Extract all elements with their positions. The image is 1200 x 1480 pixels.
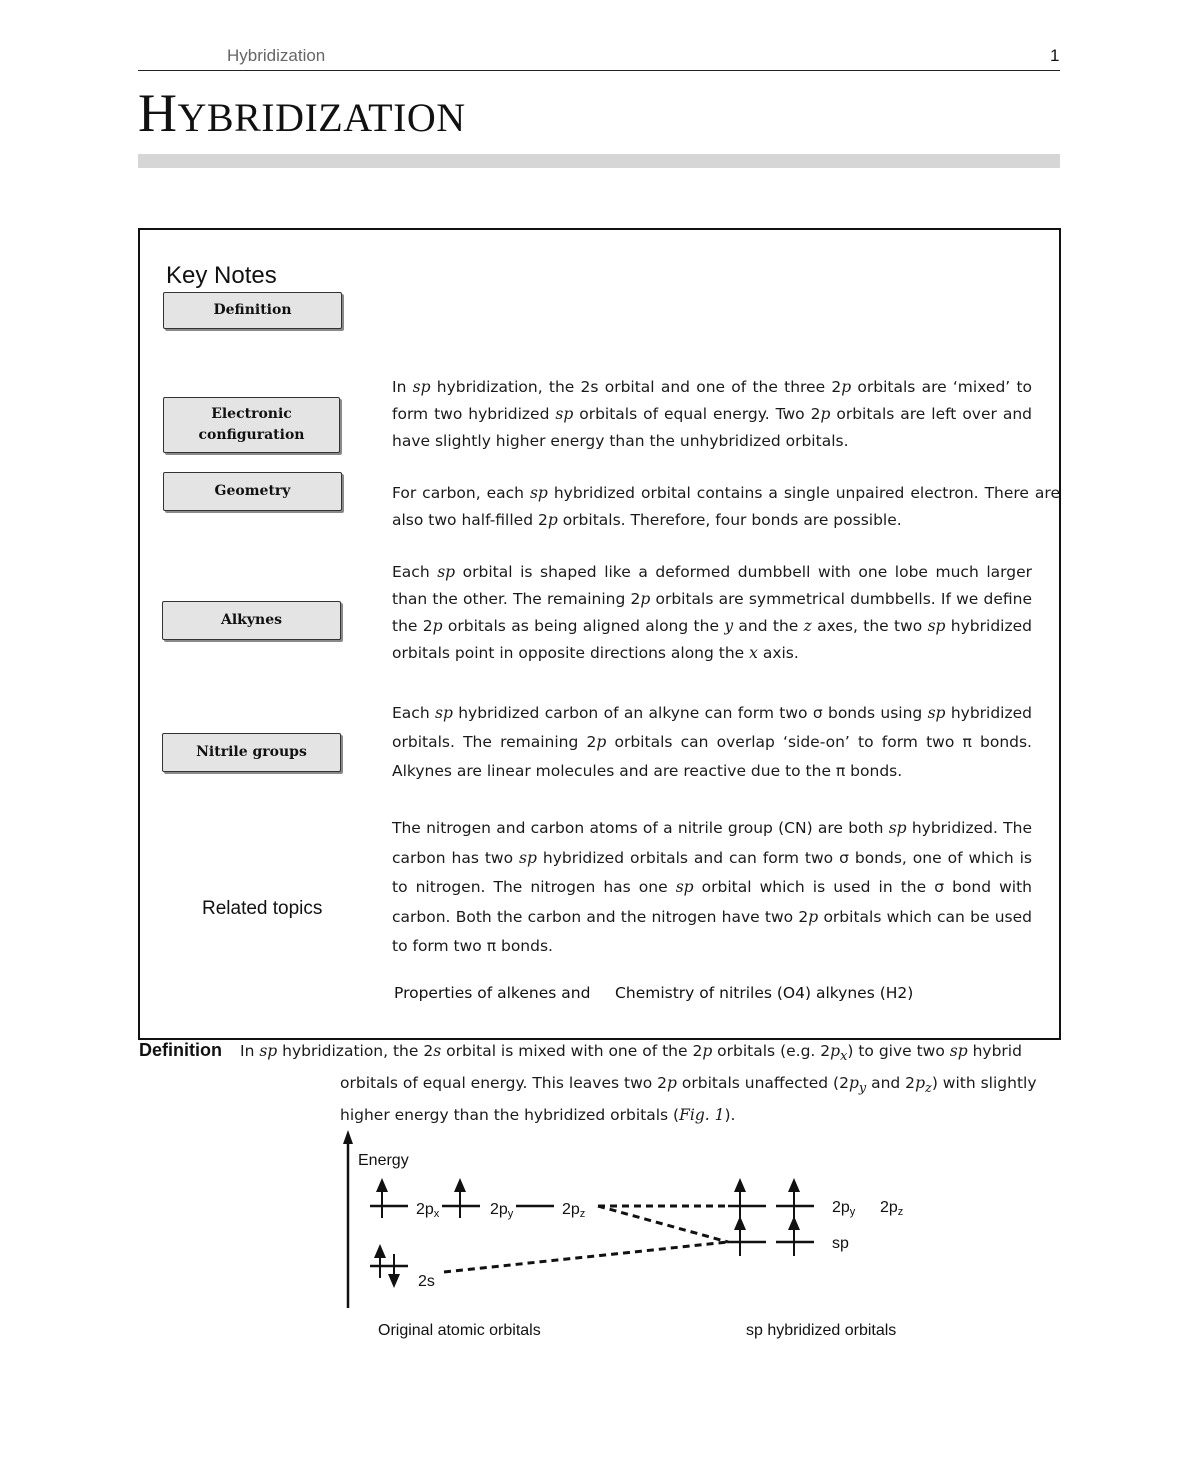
note-alkynes-text: Each sp hybridized carbon of an alkyne can form two σ bonds using sp hybridized orbitals. The remaining 2p orbitals can overlap ‘side-on’ to form two π bonds. Alkynes are linear molecules and are reactive due to the π bonds. (392, 704, 1032, 780)
definition-body (240, 1038, 1060, 1128)
right-caption: sp hybridized orbitals (746, 1322, 897, 1339)
orbital-2pz (516, 1201, 585, 1220)
hybrid-2p-orbitals (728, 1178, 903, 1218)
svg-text:2py: 2py (490, 1201, 514, 1220)
running-head: Hybridization (227, 46, 326, 65)
orbital-energy-diagram (330, 1120, 950, 1350)
title-bar (138, 154, 1060, 168)
orbital-2px (370, 1178, 440, 1220)
svg-text:2px: 2px (416, 1201, 440, 1220)
note-geometry-text: Each sp orbital is shaped like a deformed dumbbell with one lobe much larger than the other. The remaining 2p orbitals are symmetrical dumbbells. If we define the 2p orbitals as being aligned along the y and the z axes, the two sp hybridized orbitals point in opposite directions along the x axis. (392, 563, 1032, 662)
orbital-2py (442, 1178, 514, 1220)
chapter-title-rest: YBRIDIZATION (177, 95, 466, 140)
energy-axis-arrowhead (343, 1130, 353, 1144)
definition-heading: Definition (139, 1040, 222, 1060)
svg-text:sp: sp (832, 1235, 849, 1252)
related-topics-links[interactable]: Properties of alkenes and Chemistry of nitriles (O4) alkynes (H2) (394, 984, 914, 1002)
definition-line: higher energy than the hybridized orbitals (Fig. 1). (340, 1106, 736, 1125)
key-notes-heading: Key Notes (166, 262, 277, 289)
hybrid-sp-orbitals (728, 1216, 849, 1256)
energy-axis-label: Energy (358, 1152, 409, 1169)
orbital-2s (370, 1244, 435, 1290)
svg-text:2pz: 2pz (562, 1201, 586, 1220)
correlation-lines (444, 1206, 728, 1272)
svg-text:2py: 2py (832, 1199, 856, 1218)
svg-text:2s: 2s (418, 1273, 435, 1290)
chapter-title (138, 82, 466, 144)
note-nitrile-groups-text: The nitrogen and carbon atoms of a nitrile group (CN) are both sp hybridized. The carbon has two sp hybridized orbitals and can form two σ bonds, one of which is to nitrogen. The nitrogen has one sp orbital which is used in the σ bond with carbon. Both the carbon and the nitrogen have two 2p orbitals which can be used to form two π bonds. (392, 819, 1033, 955)
definition-line: orbitals of equal energy. This leaves two 2p orbitals unaffected ($2p_y$ and $2p_z$) with slightly (340, 1074, 1037, 1097)
note-electronic-configuration-text: For carbon, each sp hybridized orbital contains a single unpaired electron. There are also two half-filled 2p orbitals. Therefore, four bonds are possible. (392, 484, 1060, 529)
topic-button-alkynes[interactable]: Alkynes (162, 601, 341, 640)
topic-button-electronic-configuration[interactable]: Electronic configuration (163, 397, 340, 453)
header-rule (138, 70, 1060, 71)
topic-button-geometry[interactable]: Geometry (163, 472, 342, 511)
chapter-title-initial: H (138, 83, 178, 143)
note-definition-text: In sp hybridization, the 2s orbital and one of the three 2p orbitals are ‘mixed’ to form two hybridized sp orbitals of equal energy. Two 2p orbitals are left over and have slightly higher energy than the unhybridized orbitals. (392, 378, 1033, 450)
topic-button-nitrile-groups[interactable]: Nitrile groups (162, 733, 341, 772)
page-number: 1 (1050, 46, 1060, 65)
left-caption: Original atomic orbitals (378, 1322, 541, 1339)
definition-line: In sp hybridization, the 2s orbital is mixed with one of the 2p orbitals (e.g. $2p_x$) to give two sp hybrid (240, 1042, 1022, 1065)
related-topics-label: Related topics (202, 898, 323, 919)
svg-text:2pz: 2pz (880, 1199, 904, 1218)
topic-button-definition[interactable]: Definition (163, 292, 342, 329)
